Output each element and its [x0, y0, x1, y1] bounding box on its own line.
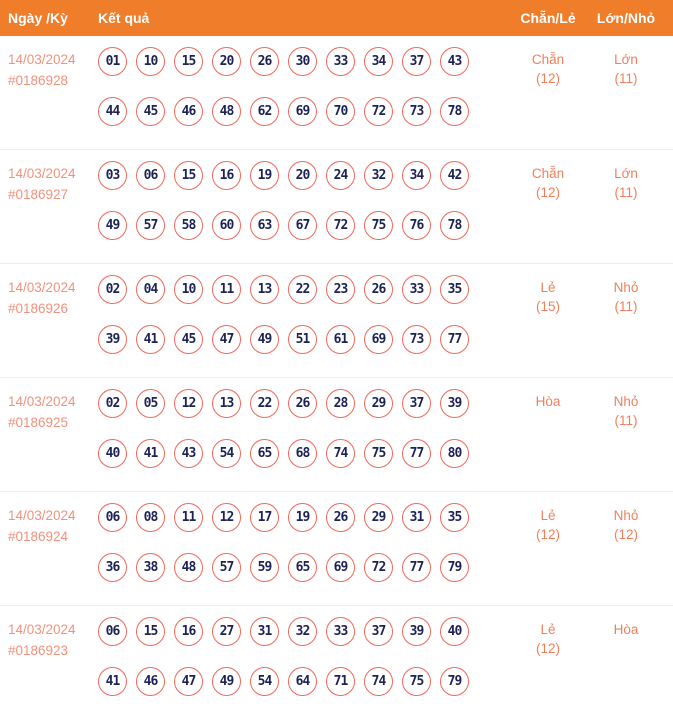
lottery-ball: 61 — [326, 325, 355, 354]
lottery-ball: 59 — [250, 553, 279, 582]
numbers-line-1 — [98, 275, 509, 304]
even-odd-count: (12) — [535, 641, 560, 656]
numbers-cell — [95, 606, 509, 716]
even-odd-cell — [509, 150, 587, 263]
date-period-cell — [0, 606, 95, 716]
lottery-ball: 49 — [98, 211, 127, 240]
numbers-line-2 — [98, 211, 509, 240]
big-small-label: Lớn — [614, 166, 638, 181]
lottery-ball: 13 — [250, 275, 279, 304]
lottery-ball: 73 — [402, 97, 431, 126]
numbers-cell — [95, 378, 509, 491]
lottery-ball: 15 — [136, 617, 165, 646]
lottery-ball: 22 — [250, 389, 279, 418]
lottery-ball: 10 — [174, 275, 203, 304]
big-small-count: (11) — [614, 185, 638, 200]
even-odd-cell — [509, 264, 587, 377]
result-row — [0, 264, 673, 378]
lottery-ball: 39 — [440, 389, 469, 418]
lottery-ball: 51 — [288, 325, 317, 354]
lottery-ball: 63 — [250, 211, 279, 240]
lottery-ball: 16 — [174, 617, 203, 646]
lottery-ball: 45 — [174, 325, 203, 354]
lottery-ball: 46 — [136, 667, 165, 696]
numbers-line-2 — [98, 97, 509, 126]
lottery-ball: 57 — [136, 211, 165, 240]
lottery-ball: 75 — [402, 667, 431, 696]
lottery-ball: 34 — [402, 161, 431, 190]
lottery-ball: 17 — [250, 503, 279, 532]
big-small-label: Nhỏ — [613, 280, 639, 295]
lottery-ball: 24 — [326, 161, 355, 190]
lottery-ball: 68 — [288, 439, 317, 468]
lottery-ball: 78 — [440, 211, 469, 240]
draw-date: 14/03/2024 — [8, 508, 76, 523]
draw-date: 14/03/2024 — [8, 280, 76, 295]
date-period-cell — [0, 492, 95, 605]
column-header-result: Kết quả — [98, 10, 150, 26]
lottery-ball: 60 — [212, 211, 241, 240]
results-rows — [0, 36, 673, 716]
lottery-ball: 41 — [136, 325, 165, 354]
lottery-ball: 78 — [440, 97, 469, 126]
lottery-ball: 30 — [288, 47, 317, 76]
lottery-ball: 74 — [326, 439, 355, 468]
lottery-ball: 29 — [364, 503, 393, 532]
lottery-ball: 20 — [288, 161, 317, 190]
big-small-cell — [587, 378, 665, 491]
lottery-ball: 65 — [288, 553, 317, 582]
lottery-ball: 41 — [136, 439, 165, 468]
draw-period: #0186925 — [8, 415, 69, 430]
even-odd-label: Chẵn — [531, 52, 565, 67]
big-small-count: (12) — [613, 527, 638, 542]
lottery-ball: 58 — [174, 211, 203, 240]
lottery-ball: 69 — [288, 97, 317, 126]
draw-period: #0186928 — [8, 73, 69, 88]
numbers-cell — [95, 36, 509, 149]
lottery-ball: 38 — [136, 553, 165, 582]
lottery-ball: 06 — [98, 503, 127, 532]
lottery-ball: 71 — [326, 667, 355, 696]
lottery-ball: 43 — [440, 47, 469, 76]
lottery-ball: 05 — [136, 389, 165, 418]
lottery-ball: 80 — [440, 439, 469, 468]
lottery-ball: 35 — [440, 503, 469, 532]
lottery-ball: 36 — [98, 553, 127, 582]
lottery-ball: 39 — [402, 617, 431, 646]
draw-period: #0186923 — [8, 643, 69, 658]
lottery-ball: 32 — [364, 161, 393, 190]
lottery-ball: 42 — [440, 161, 469, 190]
lottery-ball: 19 — [288, 503, 317, 532]
lottery-ball: 16 — [212, 161, 241, 190]
lottery-ball: 03 — [98, 161, 127, 190]
numbers-line-1 — [98, 47, 509, 76]
lottery-ball: 74 — [364, 667, 393, 696]
lottery-ball: 26 — [288, 389, 317, 418]
big-small-cell — [587, 264, 665, 377]
even-odd-count: (15) — [535, 299, 560, 314]
lottery-ball: 02 — [98, 389, 127, 418]
date-period-cell — [0, 36, 95, 149]
lottery-ball: 22 — [288, 275, 317, 304]
even-odd-cell — [509, 378, 587, 491]
lottery-ball: 77 — [402, 553, 431, 582]
even-odd-cell — [509, 606, 587, 716]
lottery-ball: 11 — [174, 503, 203, 532]
lottery-ball: 46 — [174, 97, 203, 126]
result-row — [0, 378, 673, 492]
result-row — [0, 36, 673, 150]
even-odd-label: Lẻ — [540, 508, 556, 523]
lottery-ball: 01 — [98, 47, 127, 76]
big-small-count: (11) — [614, 299, 638, 314]
lottery-ball: 57 — [212, 553, 241, 582]
table-header — [0, 0, 673, 36]
big-small-count: (11) — [614, 71, 638, 86]
result-row — [0, 492, 673, 606]
even-odd-cell — [509, 36, 587, 149]
draw-period: #0186924 — [8, 529, 69, 544]
lottery-ball: 28 — [326, 389, 355, 418]
numbers-cell — [95, 264, 509, 377]
lottery-ball: 15 — [174, 47, 203, 76]
result-row — [0, 606, 673, 716]
lottery-ball: 54 — [250, 667, 279, 696]
lottery-ball: 04 — [136, 275, 165, 304]
draw-date: 14/03/2024 — [8, 52, 76, 67]
lottery-ball: 72 — [364, 97, 393, 126]
big-small-label: Nhỏ — [613, 508, 639, 523]
lottery-ball: 75 — [364, 439, 393, 468]
numbers-line-1 — [98, 161, 509, 190]
lottery-ball: 33 — [326, 47, 355, 76]
date-period-cell — [0, 264, 95, 377]
even-odd-count: (12) — [535, 527, 560, 542]
big-small-cell — [587, 150, 665, 263]
lottery-ball: 33 — [402, 275, 431, 304]
even-odd-label: Chẵn — [531, 166, 565, 181]
lottery-ball: 45 — [136, 97, 165, 126]
numbers-line-1 — [98, 503, 509, 532]
draw-period: #0186927 — [8, 187, 69, 202]
lottery-ball: 72 — [326, 211, 355, 240]
lottery-ball: 79 — [440, 667, 469, 696]
lottery-ball: 79 — [440, 553, 469, 582]
lottery-ball: 34 — [364, 47, 393, 76]
numbers-line-1 — [98, 389, 509, 418]
lottery-ball: 41 — [98, 667, 127, 696]
lottery-ball: 31 — [250, 617, 279, 646]
lottery-ball: 69 — [364, 325, 393, 354]
lottery-ball: 02 — [98, 275, 127, 304]
lottery-ball: 77 — [402, 439, 431, 468]
numbers-line-2 — [98, 439, 509, 468]
even-odd-count: (12) — [535, 185, 560, 200]
lottery-ball: 49 — [212, 667, 241, 696]
lottery-ball: 11 — [212, 275, 241, 304]
lottery-ball: 49 — [250, 325, 279, 354]
draw-date: 14/03/2024 — [8, 166, 76, 181]
draw-date: 14/03/2024 — [8, 622, 76, 637]
lottery-ball: 48 — [212, 97, 241, 126]
big-small-cell — [587, 492, 665, 605]
date-period-cell — [0, 150, 95, 263]
lottery-ball: 40 — [98, 439, 127, 468]
numbers-line-2 — [98, 667, 509, 696]
lottery-ball: 40 — [440, 617, 469, 646]
result-row — [0, 150, 673, 264]
lottery-ball: 72 — [364, 553, 393, 582]
lottery-ball: 43 — [174, 439, 203, 468]
lottery-ball: 32 — [288, 617, 317, 646]
lottery-ball: 13 — [212, 389, 241, 418]
lottery-ball: 27 — [212, 617, 241, 646]
lottery-ball: 65 — [250, 439, 279, 468]
lottery-ball: 77 — [440, 325, 469, 354]
even-odd-label: Lẻ — [540, 622, 556, 637]
big-small-cell — [587, 606, 665, 716]
lottery-ball: 19 — [250, 161, 279, 190]
big-small-count: (11) — [614, 413, 638, 428]
numbers-line-2 — [98, 553, 509, 582]
numbers-cell — [95, 492, 509, 605]
numbers-cell — [95, 150, 509, 263]
lottery-ball: 26 — [250, 47, 279, 76]
lottery-ball: 70 — [326, 97, 355, 126]
big-small-cell — [587, 36, 665, 149]
lottery-ball: 39 — [98, 325, 127, 354]
numbers-line-1 — [98, 617, 509, 646]
lottery-ball: 73 — [402, 325, 431, 354]
lottery-ball: 37 — [402, 389, 431, 418]
lottery-ball: 15 — [174, 161, 203, 190]
column-header-date-period: Ngày /Kỳ — [8, 10, 68, 26]
lottery-ball: 47 — [174, 667, 203, 696]
lottery-ball: 76 — [402, 211, 431, 240]
lottery-ball: 26 — [364, 275, 393, 304]
lottery-ball: 64 — [288, 667, 317, 696]
lottery-ball: 69 — [326, 553, 355, 582]
lottery-ball: 48 — [174, 553, 203, 582]
even-odd-cell — [509, 492, 587, 605]
column-header-even-odd: Chẵn/Lẻ — [520, 10, 576, 26]
even-odd-count: (12) — [535, 71, 560, 86]
lottery-ball: 33 — [326, 617, 355, 646]
lottery-ball: 06 — [136, 161, 165, 190]
lottery-ball: 35 — [440, 275, 469, 304]
date-period-cell — [0, 378, 95, 491]
big-small-label: Hòa — [613, 622, 639, 637]
lottery-ball: 47 — [212, 325, 241, 354]
draw-date: 14/03/2024 — [8, 394, 76, 409]
even-odd-label: Hòa — [535, 394, 561, 409]
lottery-ball: 20 — [212, 47, 241, 76]
lottery-ball: 29 — [364, 389, 393, 418]
lottery-ball: 08 — [136, 503, 165, 532]
big-small-label: Nhỏ — [613, 394, 639, 409]
lottery-ball: 23 — [326, 275, 355, 304]
lottery-ball: 10 — [136, 47, 165, 76]
column-header-big-small: Lớn/Nhỏ — [596, 10, 656, 26]
lottery-ball: 37 — [402, 47, 431, 76]
lottery-ball: 37 — [364, 617, 393, 646]
lottery-ball: 75 — [364, 211, 393, 240]
lottery-ball: 54 — [212, 439, 241, 468]
lottery-ball: 67 — [288, 211, 317, 240]
lottery-ball: 44 — [98, 97, 127, 126]
even-odd-label: Lẻ — [540, 280, 556, 295]
lottery-ball: 62 — [250, 97, 279, 126]
numbers-line-2 — [98, 325, 509, 354]
lottery-ball: 12 — [212, 503, 241, 532]
lottery-ball: 31 — [402, 503, 431, 532]
lottery-ball: 26 — [326, 503, 355, 532]
lottery-ball: 06 — [98, 617, 127, 646]
draw-period: #0186926 — [8, 301, 69, 316]
lottery-ball: 12 — [174, 389, 203, 418]
big-small-label: Lớn — [614, 52, 638, 67]
